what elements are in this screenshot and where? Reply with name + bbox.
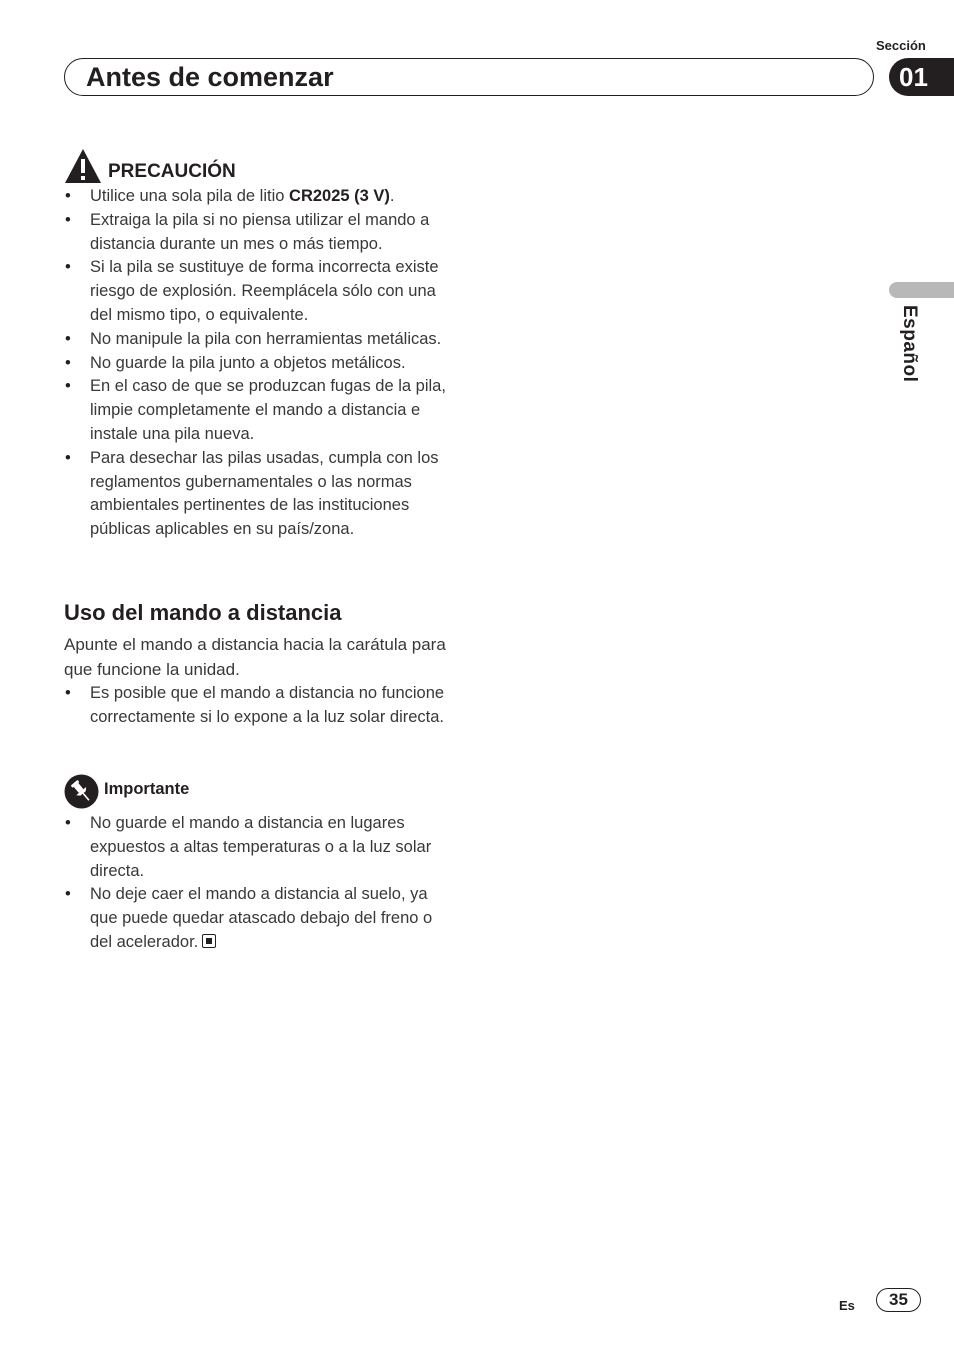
list-item: • No manipule la pila con herramientas metálicas.: [64, 328, 458, 352]
list-item: • En el caso de que se produzcan fugas de la pila, limpie completamente el mando a distancia e instale una pila nueva.: [64, 375, 458, 446]
caution-heading: PRECAUCIÓN: [108, 161, 236, 182]
caution-list: [64, 185, 458, 542]
list-item-text: No deje caer el mando a distancia al suelo, ya que puede quedar atascado debajo del freno o del acelerador.: [90, 885, 433, 951]
language-tab-bar: [889, 282, 954, 298]
list-item: • No guarde la pila junto a objetos metálicos.: [64, 352, 458, 376]
list-item: [64, 883, 458, 954]
important-heading: Importante: [104, 780, 190, 798]
section-label: Sección: [876, 38, 926, 53]
list-item: • No guarde el mando a distancia en lugares expuestos a altas temperaturas o a la luz solar directa.: [64, 812, 458, 883]
page-number: 35: [876, 1288, 921, 1312]
pushpin-icon: [64, 774, 99, 809]
list-item-text: .: [389, 187, 395, 205]
list-item: • Es posible que el mando a distancia no funcione correctamente si lo expone a la luz solar directa.: [64, 682, 458, 730]
warning-triangle-icon: [64, 148, 102, 184]
end-of-section-icon: [202, 934, 216, 948]
list-item: • Si la pila se sustituye de forma incorrecta existe riesgo de explosión. Reemplácela sólo con una del mismo tipo, o equivalente.: [64, 256, 458, 327]
important-list: [64, 812, 458, 955]
section-paragraph: Apunte el mando a distancia hacia la carátula para que funcione la unidad.: [64, 635, 446, 679]
section-number-badge: 01: [889, 58, 954, 96]
section-heading: Uso del mando a distancia: [64, 600, 342, 625]
language-code: Es: [839, 1298, 855, 1313]
list-item: • Extraiga la pila si no piensa utilizar el mando a distancia durante un mes o más tiempo.: [64, 209, 458, 257]
remote-list: [64, 682, 458, 730]
list-item: [64, 185, 458, 209]
list-item-text: Utilice una sola pila de litio: [90, 187, 290, 205]
page-title: Antes de comenzar: [86, 62, 334, 92]
language-tab-label: Español: [899, 305, 920, 383]
list-item: • Para desechar las pilas usadas, cumpla con los reglamentos gubernamentales o las normas ambientales pertinentes de las instituciones públicas aplicables en su país/zona.: [64, 447, 458, 542]
battery-model: CR2025 (3 V): [289, 187, 390, 205]
